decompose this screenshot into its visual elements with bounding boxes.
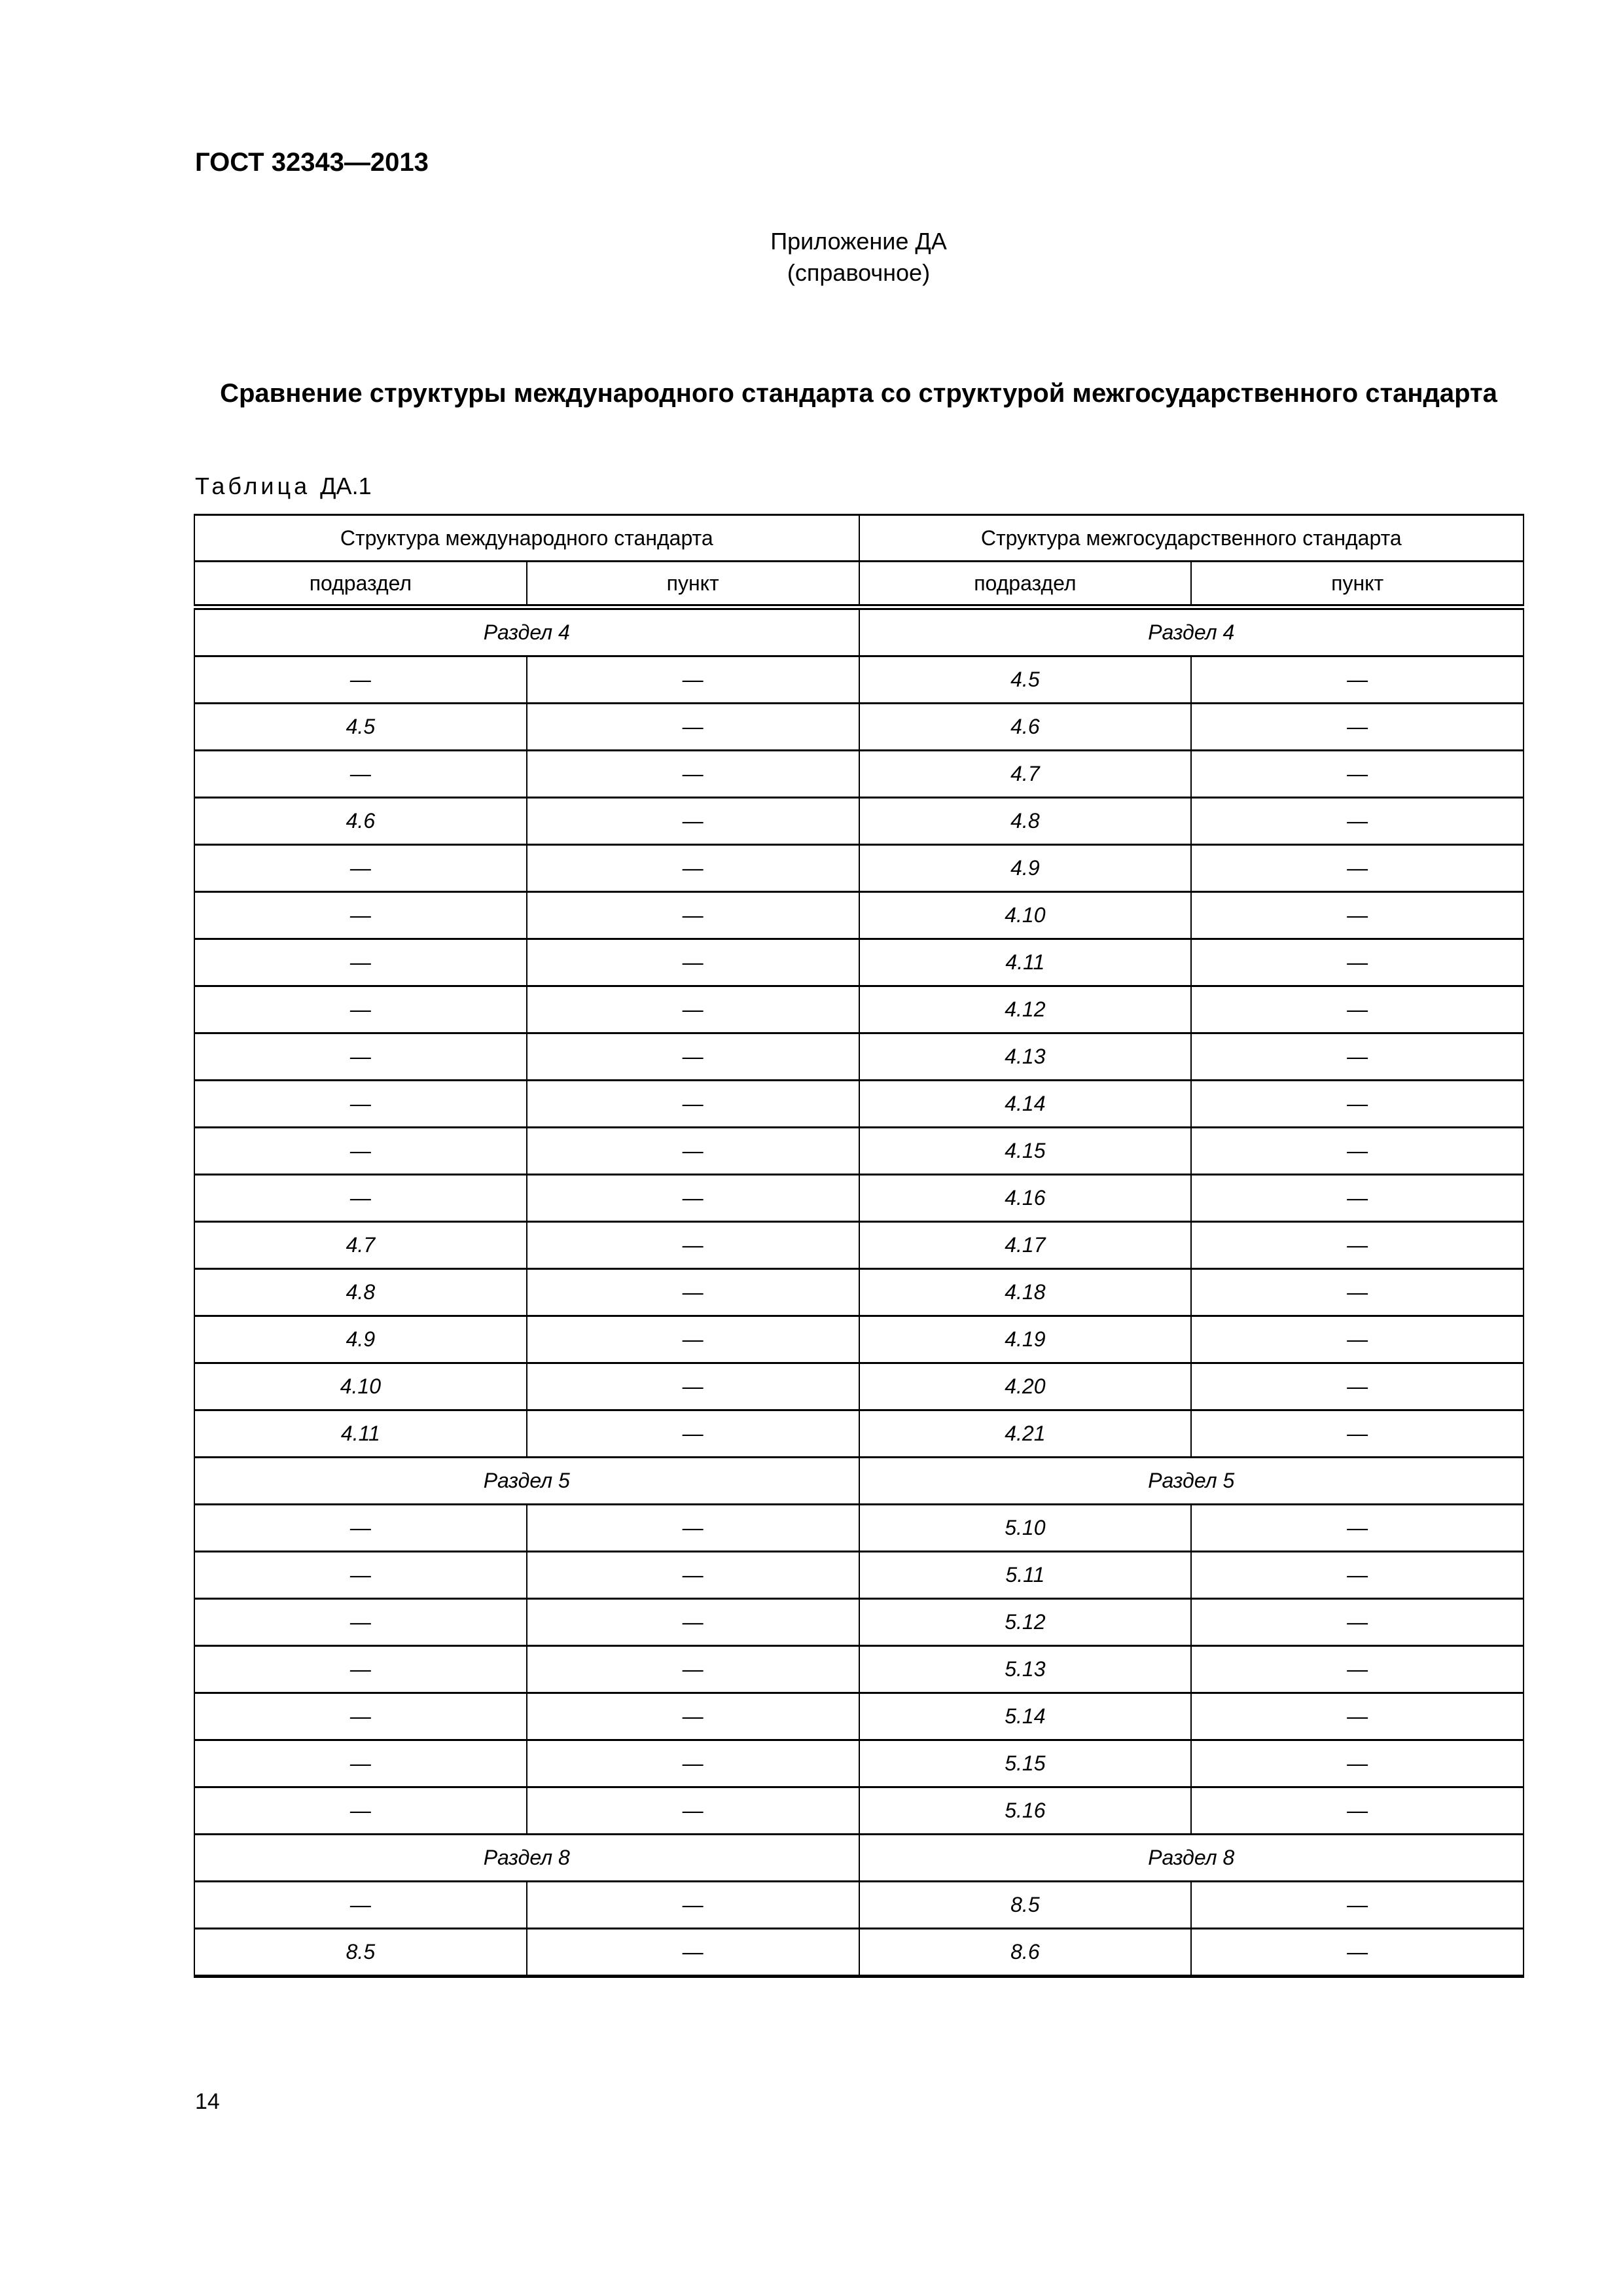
table-row [194,1033,1524,1081]
table-cell: 4.6 [859,704,1192,751]
table-cell: — [527,1599,859,1646]
table-cell: 4.9 [194,1316,527,1363]
table-cell: — [527,1505,859,1552]
table-cell: — [1191,1363,1524,1410]
table-cell: — [1191,1081,1524,1128]
table-cell: — [527,986,859,1033]
table-cell: — [527,1693,859,1740]
table-row [194,1505,1524,1552]
table-cell: — [1191,1740,1524,1787]
table-cell: — [1191,1929,1524,1977]
table-cell: 4.9 [859,845,1192,892]
table-cell: — [194,1552,527,1599]
table-cell: — [527,1081,859,1128]
main-title: Сравнение структуры международного стандарта со структурой межгосударственного стандарта [220,379,1497,408]
table-cell: — [527,1552,859,1599]
table-row [194,1693,1524,1740]
table-cell: 8.5 [859,1882,1192,1929]
table-cell: — [527,798,859,845]
table-cell: — [1191,1033,1524,1081]
annex-title: Приложение ДА [770,228,947,255]
table-cell: — [527,1882,859,1929]
section-title: Раздел 8 [859,1835,1524,1882]
table-cell: — [194,1081,527,1128]
table-cell: 4.12 [859,986,1192,1033]
table-cell: 5.15 [859,1740,1192,1787]
sub-header: подраздел [859,562,1192,607]
table-caption [195,473,372,500]
table-cell: — [1191,751,1524,798]
group-header-international: Структура международного стандарта [194,515,859,562]
table-row [194,1269,1524,1316]
table-cell: 4.8 [859,798,1192,845]
table-caption-number: ДА.1 [320,473,372,499]
section-row [194,607,1524,656]
table-cell: 4.21 [859,1410,1192,1458]
table-cell: — [527,1410,859,1458]
table-row [194,1316,1524,1363]
table-cell: — [194,656,527,704]
table-cell: — [194,986,527,1033]
table-cell: — [1191,1128,1524,1175]
table-row [194,986,1524,1033]
table-row [194,1222,1524,1269]
table-row [194,798,1524,845]
table-cell: — [527,892,859,939]
table-row [194,1081,1524,1128]
table-cell: 5.16 [859,1787,1192,1835]
table-cell: — [1191,704,1524,751]
sub-header: пункт [1191,562,1524,607]
table-cell: 4.13 [859,1033,1192,1081]
table-cell: — [527,1787,859,1835]
table-row [194,1410,1524,1458]
table-cell: — [1191,798,1524,845]
table-row [194,1646,1524,1693]
table-cell: — [1191,1505,1524,1552]
table-cell: — [1191,1552,1524,1599]
table-cell: 5.12 [859,1599,1192,1646]
table-cell: 5.13 [859,1646,1192,1693]
table-cell: 4.5 [859,656,1192,704]
table-cell: — [1191,845,1524,892]
table-cell: 4.5 [194,704,527,751]
table-cell: — [527,1033,859,1081]
table-cell: 4.10 [194,1363,527,1410]
table-cell: 5.10 [859,1505,1192,1552]
table-body [194,607,1524,1977]
table-cell: 8.6 [859,1929,1192,1977]
comparison-table [194,514,1524,1978]
table-cell: — [1191,656,1524,704]
table-cell: 4.17 [859,1222,1192,1269]
annex-type: (справочное) [787,259,931,286]
table-cell: — [527,1128,859,1175]
group-header-interstate: Структура межгосударственного стандарта [859,515,1524,562]
table-cell: 5.14 [859,1693,1192,1740]
table-cell: — [1191,939,1524,986]
table-cell: — [1191,1882,1524,1929]
section-title: Раздел 8 [194,1835,859,1882]
table-cell: 4.7 [194,1222,527,1269]
table-cell: — [194,939,527,986]
table-cell: — [194,1740,527,1787]
table-cell: — [527,1175,859,1222]
sub-header: пункт [527,562,859,607]
table-cell: — [527,845,859,892]
table-cell: 4.16 [859,1175,1192,1222]
table-row [194,1363,1524,1410]
table-cell: — [527,656,859,704]
section-title: Раздел 5 [859,1458,1524,1505]
table-row [194,939,1524,986]
table-cell: 4.19 [859,1316,1192,1363]
table-cell: 4.6 [194,798,527,845]
table-cell: — [194,1693,527,1740]
table-cell: — [194,751,527,798]
table-cell: — [1191,1175,1524,1222]
table-cell: — [1191,986,1524,1033]
table-cell: 4.14 [859,1081,1192,1128]
table-cell: 4.8 [194,1269,527,1316]
table-cell: — [194,1882,527,1929]
table-cell: — [527,939,859,986]
table-cell: — [1191,1693,1524,1740]
table-cell: — [194,892,527,939]
table-row [194,751,1524,798]
sub-header: подраздел [194,562,527,607]
table-cell: 4.15 [859,1128,1192,1175]
table-cell: — [527,1929,859,1977]
table-cell: 8.5 [194,1929,527,1977]
section-row [194,1835,1524,1882]
table-row [194,892,1524,939]
table-row [194,1552,1524,1599]
table-cell: — [1191,1410,1524,1458]
table-cell: — [194,1787,527,1835]
table-cell: — [527,1316,859,1363]
sub-header-row [194,562,1524,607]
table-cell: — [1191,1316,1524,1363]
section-title: Раздел 4 [859,607,1524,656]
table-row [194,1882,1524,1929]
table-cell: — [1191,1269,1524,1316]
table-cell: 4.7 [859,751,1192,798]
table-cell: — [1191,892,1524,939]
table-row [194,1128,1524,1175]
table-cell: — [527,704,859,751]
section-row [194,1458,1524,1505]
table-cell: 4.11 [194,1410,527,1458]
table-cell: — [194,1599,527,1646]
table-cell: — [194,1033,527,1081]
group-header-row [194,515,1524,562]
table-cell: — [1191,1646,1524,1693]
table-cell: 4.11 [859,939,1192,986]
document-code: ГОСТ 32343—2013 [195,148,429,177]
table-cell: — [527,1269,859,1316]
table-cell: — [194,1505,527,1552]
table-cell: — [527,1222,859,1269]
table-row [194,845,1524,892]
table-cell: — [194,1128,527,1175]
table-cell: — [527,1740,859,1787]
table-cell: 4.20 [859,1363,1192,1410]
page-number: 14 [195,2089,220,2114]
table-cell: — [194,1175,527,1222]
table-cell: — [194,845,527,892]
table-row [194,1175,1524,1222]
table-row [194,656,1524,704]
table-cell: — [194,1646,527,1693]
section-title: Раздел 4 [194,607,859,656]
table-cell: 4.18 [859,1269,1192,1316]
table-cell: — [1191,1787,1524,1835]
table-row [194,1740,1524,1787]
table-cell: — [1191,1599,1524,1646]
table-caption-label: Таблица [195,473,311,499]
table-row [194,1929,1524,1977]
table-cell: — [1191,1222,1524,1269]
section-title: Раздел 5 [194,1458,859,1505]
table-row [194,704,1524,751]
table-cell: — [527,751,859,798]
table-row [194,1787,1524,1835]
table-row [194,1599,1524,1646]
table-cell: 5.11 [859,1552,1192,1599]
table-cell: — [527,1646,859,1693]
table-cell: — [527,1363,859,1410]
table-cell: 4.10 [859,892,1192,939]
